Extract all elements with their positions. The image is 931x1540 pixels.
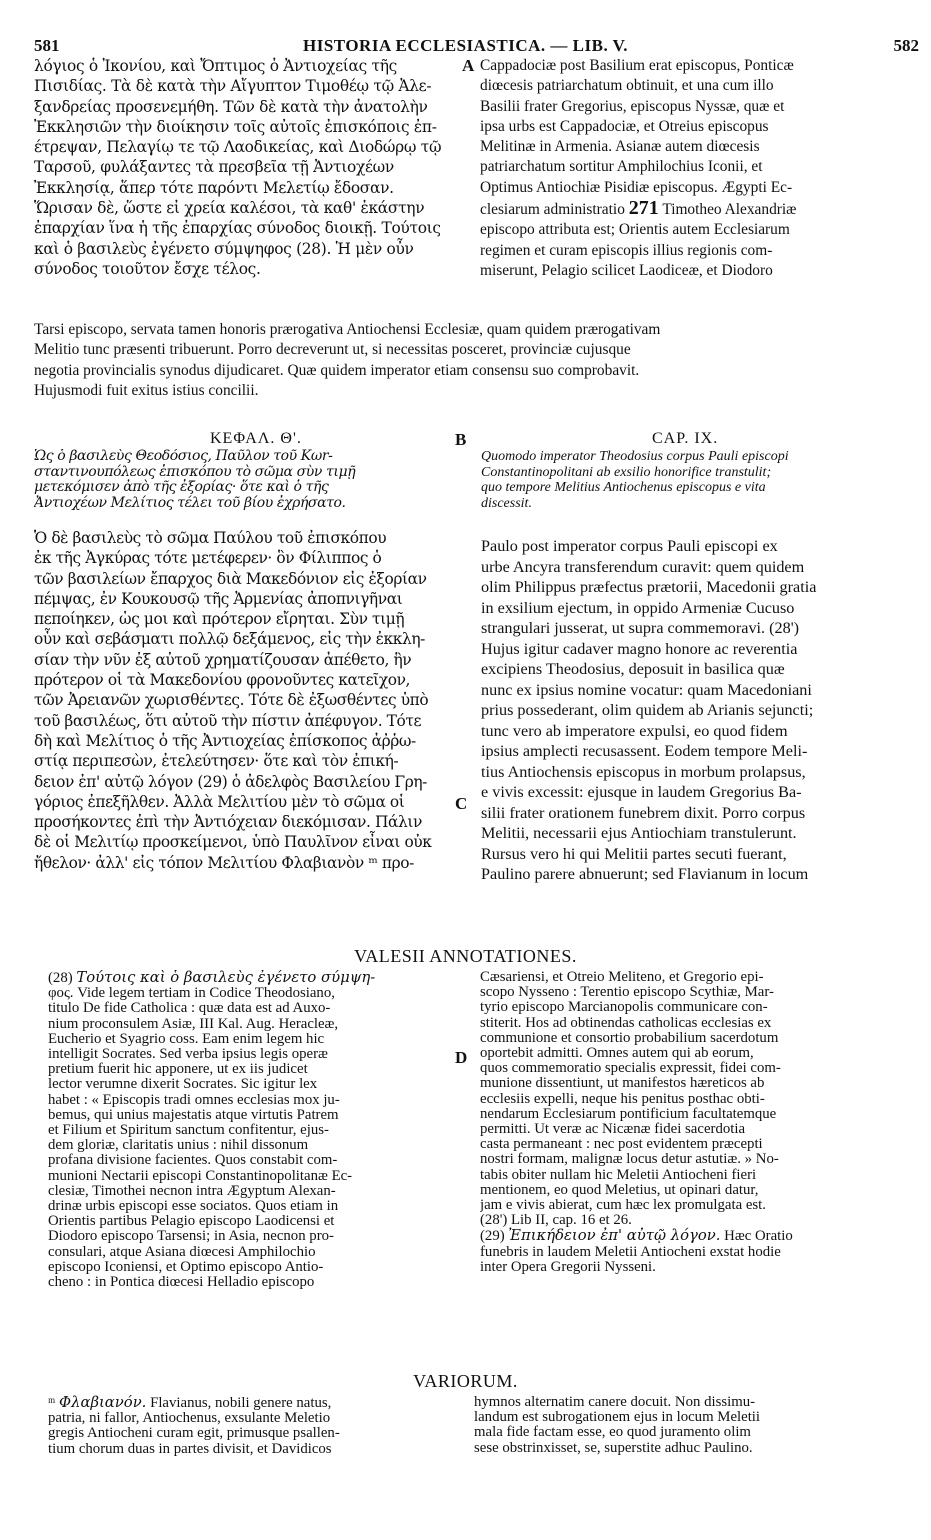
text-line: Melitinæ in Armenia. Asianæ autem diœcesis xyxy=(480,138,760,156)
note-line: Diodoro episcopo Tarsensi; in Asia, necnon pro- xyxy=(48,1228,334,1245)
margin-marker-a: A xyxy=(462,56,475,75)
variorum-notes-right xyxy=(474,1395,919,1456)
note-line: quos commemoratio specialis expressit, fidei com- xyxy=(480,1060,781,1077)
greek-text-top xyxy=(34,56,475,279)
text-line: negotia provincialis synodus dijudicaret. Quæ quidem imperator etiam consensu suo comprobavit. xyxy=(34,361,640,379)
text-line: στίᾳ περιπεσὼν, ἐτελεύτησεν· ὅτε καὶ τὸν ἐπική- xyxy=(34,752,399,771)
note-line: tabis obiter nullam hic Meletii Antiocheni fieri xyxy=(480,1166,757,1183)
text-line: Ἐκκλησιῶν τὴν διοίκησιν τοῖς αὐτοῖς ἐπισκόποις ἐπ- xyxy=(34,117,437,136)
text-line: σύνοδος τοιοῦτον ἔσχε τέλος. xyxy=(34,259,261,278)
text-line: Πισιδίας. Τὰ δὲ κατὰ τὴν Αἴγυπτον Τιμοθέῳ τῷ Ἀλε- xyxy=(34,77,432,96)
note-line: hymnos alternatim canere docuit. Non dissimu- xyxy=(474,1395,756,1410)
text-line: τοῦ βασιλέως, ὅτι αὐτοῦ τὴν πίστιν ἀπέφυγον. Τότε xyxy=(34,711,422,730)
greek-text-chapter xyxy=(34,528,479,873)
text-line: Paulino parere abnuerunt; sed Flavianum in locum xyxy=(481,865,809,883)
greek-lemma: Ἐπικήδειον ἐπ' αὐτῷ λόγον. xyxy=(508,1227,721,1245)
text-line: Hujus igitur cadaver magno honore ac reverentia xyxy=(481,639,798,658)
text-line: Ταρσοῦ, φυλάξαντες τὰ πρεσβεῖα τῇ Ἀντιοχέων xyxy=(34,158,394,177)
summary-line: Ἀντιοχέων Μελίτιος τέλει τοῦ βίου ἐχρήσατο. xyxy=(34,494,346,511)
page-number-right: 582 xyxy=(893,36,919,55)
note-line: nendarum Ecclesiarum pontificium facultatemque xyxy=(480,1105,777,1122)
note-line: lector verumne dixerit Socrates. Sic igitur lex xyxy=(48,1076,318,1093)
text-line: οὖν καὶ σεβάσματι πολλῷ δεξάμενος, εἰς τὴν ἐκκλη- xyxy=(34,630,425,649)
text-line: δὴ καὶ Μελίτιος ὁ τῆς Ἀντιοχείας ἐπίσκοπος ἀῤῥω- xyxy=(34,731,416,750)
text-line: silii frater orationem funebrem dixit. Porro corpus xyxy=(481,803,806,822)
text-line: episcopo attributa est; Orientis autem Ecclesiarum xyxy=(480,221,790,239)
note-line: (28') Lib II, cap. 16 et 26. xyxy=(480,1212,632,1229)
text-line: Ὁ δὲ βασιλεὺς τὸ σῶμα Παύλου τοῦ ἐπισκόπου xyxy=(34,529,387,547)
text-line: τῶν βασιλείων ἔπαρχος διὰ Μακεδόνιον εἰς ἐξορίαν xyxy=(34,569,427,588)
text-line: ἐκ τῆς Ἀγκύρας τότε μετέφερεν· ὃν Φίλιππος ὁ xyxy=(34,549,382,568)
note-line: intelligit Socrates. Sed verba ipsius legis operæ xyxy=(48,1046,328,1063)
latin-text-chapter xyxy=(481,536,925,885)
running-title: HISTORIA ECCLESIASTICA. — LIB. V. xyxy=(303,36,628,55)
note-line: casta permaneant : nec post evidentem præcepti xyxy=(480,1136,763,1153)
note-number: (28) xyxy=(48,970,77,986)
text-line: regimen et curam episcopis illius regionis com- xyxy=(480,241,773,259)
text-line: γόριος ἐπεξῆλθεν. Ἀλλὰ Μελιτίου μὲν τὸ σῶμα οἱ xyxy=(34,792,405,811)
text-line: Tarsi episcopo, servata tamen honoris prærogativa Antiochensi Ecclesiæ, quam quidem prærogativam xyxy=(34,321,661,338)
note-line: stiterit. Hos ad obtinendas catholicas ecclesias ex xyxy=(480,1014,772,1031)
note-line: pretium fuerit hic apponere, ut ex iis judicet xyxy=(48,1061,308,1078)
note-line: scopo Nysseno : Terentio episcopo Scythiæ, Mar- xyxy=(480,984,774,1001)
text-line: λόγιος ὁ Ἰκονίου, καὶ Ὄπτιμος ὁ Ἀντιοχείας τῆς xyxy=(34,57,397,75)
valesii-notes-left xyxy=(48,970,458,1290)
greek-lemma: Φλαβιανόν. xyxy=(58,1395,147,1411)
note-line: tyrio episcopo Marcianopolis communicare con- xyxy=(480,999,768,1016)
note-line: munione dissentiunt, ut manifestos hæreticos ab xyxy=(480,1075,765,1092)
note-line xyxy=(480,1228,925,1244)
note-line: nostri formam, malignæ locus detur astutiæ. » No- xyxy=(480,1151,779,1168)
text-line: Ὥρισαν δὲ, ὥστε εἰ χρεία καλέσοι, τὰ καθ' ἑκάστην xyxy=(34,199,425,218)
note-line: gregis Antiocheni curam egit, primusque psallen- xyxy=(48,1425,340,1442)
note-text: Flavianus, nobili genere natus, xyxy=(146,1395,332,1411)
note-line: mala fide factam esse, eo quod juramento olim xyxy=(474,1424,751,1441)
latin-text-top xyxy=(480,56,925,281)
text-line: πεποίηκεν, ὡς μοι καὶ πρότερον εἴρηται. Σὺν τιμῇ xyxy=(34,610,405,629)
chapter-summary-greek xyxy=(34,449,474,511)
note-line: mentionem, eo quod Meletius, ut opinari datur, xyxy=(480,1181,759,1198)
text-line: Optimus Antiochiæ Pisidiæ episcopus. Ægypti Ec- xyxy=(480,178,793,196)
note-line: oportebit admitti. Omnes autem qui ab eorum, xyxy=(480,1045,754,1062)
note-line xyxy=(48,1395,458,1411)
text-line: urbe Ancyra transferendum curavit: quem quidem xyxy=(481,557,805,576)
text-line: πρότερον οἱ τὰ Μακεδονίου φρονοῦντες κατεῖχον, xyxy=(34,671,411,690)
greek-lemma: Τούτοις καὶ ὁ βασιλεὺς ἐγένετο σύμψη- xyxy=(76,970,376,986)
text-line: Paulo post imperator corpus Pauli episcopi ex xyxy=(481,537,778,555)
text-line: e vivis excessit: ejusque in laudem Gregorius Ba- xyxy=(481,783,802,801)
text-line: ipsius amplecti recusassent. Eodem tempore Meli- xyxy=(481,742,808,760)
chapter-summary-latin xyxy=(481,449,925,511)
text-line: σίαν τὴν νῦν ἐξ αὐτοῦ χρηματίζουσαν ἀπέθετο, ἣν xyxy=(34,650,412,669)
note-line: cheno : in Pontica diœcesi Helladio episcopo xyxy=(48,1274,315,1291)
note-line: inter Opera Gregorii Nysseni. xyxy=(480,1258,656,1275)
note-line: sese obstrinxisset, se, superstite adhuc Paulino. xyxy=(474,1439,753,1456)
text-line: ξανδρείας προσενεμήθη. Τῶν δὲ κατὰ τὴν ἀνατολὴν xyxy=(34,97,428,116)
note-line: drinæ urbis episcopi esse sociatos. Quos etiam in xyxy=(48,1198,339,1215)
summary-line: μετεκόμισεν ἀπὸ τῆς ἐξορίας· ὅτε καὶ ὁ τῆς xyxy=(34,479,329,495)
text-line: δὲ οἱ Μελιτίῳ προσκείμενοι, ὑπὸ Παυλῖνον εἶναι οὐκ xyxy=(34,833,432,852)
note-line: episcopo Iconiensi, et Optimo episcopo Antio- xyxy=(48,1258,324,1275)
note-line: communione et consortio probabilium sacerdotum xyxy=(480,1029,779,1046)
summary-line: Quomodo imperator Theodosius corpus Pauli episcopi xyxy=(481,449,789,464)
note-line: patria, ni fallor, Antiochenus, exsulante Meletio xyxy=(48,1410,331,1427)
note-text: Hæc Oratio xyxy=(720,1228,793,1245)
text-line: tunc vero ab imperatore expulsi, eo quod fidem xyxy=(481,721,788,740)
text-line: Cappadociæ post Basilium erat episcopus, Ponticæ xyxy=(480,57,794,74)
text-line: τῶν Ἀρειανῶν χωρισθέντες. Τότε δὲ ἐξωσθέντες ὑπὸ xyxy=(34,691,429,710)
summary-line: Constantinopolitani ab exsilio honorifice transtulit; xyxy=(481,464,772,480)
text-line: έτρεψαν, Πελαγίῳ τε τῷ Λαοδικείας, καὶ Διοδώρῳ τῷ xyxy=(34,138,442,157)
page-number-left: 581 xyxy=(34,36,60,55)
note-line xyxy=(48,970,458,986)
section-heading-variorum: VARIORUM. xyxy=(413,1371,518,1391)
summary-line: σταντινουπόλεως ἐπισκόπου τὸ σῶμα σὺν τιμῇ xyxy=(34,463,356,480)
text-line: ἤθελον· ἀλλ' εἰς τόπον Μελιτίου Φλαβιανὸν ᵐ προ- xyxy=(34,853,414,872)
section-heading-valesii: VALESII ANNOTATIONES. xyxy=(354,946,577,966)
text-line: ipsa urbs est Cappadociæ, et Otreius episcopus xyxy=(480,117,769,135)
note-line: nium proconsulem Asiæ, III Kal. Aug. Heracleæ, xyxy=(48,1015,339,1032)
text-line: Rursus vero hi qui Melitii partes secuti fuerant, xyxy=(481,844,787,863)
note-line: funebris in laudem Meletii Antiocheni exstat hodie xyxy=(480,1243,781,1260)
chapter-heading-greek: ΚΕΦΑΛ. Θ'. xyxy=(210,430,302,447)
note-marker: ᵐ xyxy=(48,1395,59,1411)
text-line: olim Philippus præfectus prætorii, Macedonii gratia xyxy=(481,578,817,596)
note-line: ecclesiis expelli, neque his penitus posthac obti- xyxy=(480,1090,765,1107)
note-line: dem gloriæ, claritatis unius : nihil dissonum xyxy=(48,1137,309,1154)
text-line: Ἐκκλησίᾳ, ἅπερ τότε παρόντι Μελετίῳ ἔδοσαν. xyxy=(34,178,394,197)
note-line: habet : « Episcopis tradi omnes ecclesias mox ju- xyxy=(48,1091,340,1108)
valesii-notes-right xyxy=(480,970,925,1275)
note-line: Orientis partibus Pelagio episcopo Laodicensi et xyxy=(48,1213,335,1230)
text-fragment: Timotheo Alexandriæ xyxy=(662,201,797,219)
text-line: δειον ἐπ' αὐτῷ λόγον (29) ὁ ἀδελφὸς Βασιλείου Γρη- xyxy=(34,772,427,791)
note-line: tium chorum duas in partes divisit, et Davidicos xyxy=(48,1440,332,1457)
note-line: φος. Vide legem tertiam in Codice Theodosiano, xyxy=(48,985,335,1002)
chapter-heading-latin: CAP. IX. xyxy=(652,430,719,447)
text-line: diœcesis patriarchatum obtinuit, et una cum illo xyxy=(480,77,774,95)
note-line: permitti. Ut veræ ac Nicænæ fidei sacerdotia xyxy=(480,1121,746,1138)
text-line: tius Antiochensis episcopus in morbum prolapsus, xyxy=(481,762,806,781)
text-line: nunc ex ipsius nomine vocatur: quam Macedoniani xyxy=(481,680,812,699)
text-line: Melitii, necessarii ejus Antiochiam transtulerunt. xyxy=(481,824,797,842)
text-line: prius possederant, olim quidem ab Arianis sejuncti; xyxy=(481,701,814,719)
note-line: et Filium et Spiritum sanctum confitentur, ejus- xyxy=(48,1122,329,1139)
margin-marker-b: B xyxy=(455,430,467,449)
text-line: Melitio tunc præsenti tribuerunt. Porro decreverunt ut, si necessitas posceret, provinciæ cujusque xyxy=(34,341,631,359)
text-line: προσήκοντες ἐπὶ τὴν Ἀντιόχειαν διεκόμισαν. Πάλιν xyxy=(34,813,422,832)
text-line-with-number xyxy=(480,198,925,220)
note-line: profana divisione facientes. Quos constabit com- xyxy=(48,1152,338,1169)
note-line: consulari, atque Asiana diœcesi Amphilochio xyxy=(48,1243,316,1260)
text-line: excipiens Theodosius, deposuit in basilica quæ xyxy=(481,660,785,678)
column-number: 271 xyxy=(628,197,659,220)
summary-line: Ὡς ὁ βασιλεὺς Θεοδόσιος, Παῦλον τοῦ Κωr- xyxy=(34,449,333,464)
note-line: titulo De fide Catholica : quæ data est ad Auxo- xyxy=(48,1000,331,1017)
note-line: Cæsariensi, et Otreio Meliteno, et Gregorio epi- xyxy=(480,970,764,985)
note-line: munioni Nectarii episcopi Constantinopolitanæ Ec- xyxy=(48,1167,353,1184)
text-line: patriarchatum sortitur Amphilochius Iconii, et xyxy=(480,158,763,176)
text-line: miserunt, Pelagio scilicet Laodiceæ, et Diodoro xyxy=(480,261,773,279)
text-line: in exsilium ejectum, in oppido Armeniæ Cucuso xyxy=(481,598,795,617)
margin-marker-c: C xyxy=(455,794,468,813)
note-line: clesiæ, Timothei necnon intra Ægyptum Alexan- xyxy=(48,1182,336,1199)
summary-line: discessit. xyxy=(481,495,532,511)
text-line: Hujusmodi fuit exitus istius concilii. xyxy=(34,381,259,399)
text-line: Basilii frater Gregorius, episcopus Nyssæ, quæ et xyxy=(480,97,785,115)
text-line: strangulari jusserat, ut supra commemoravi. (28') xyxy=(481,619,800,637)
latin-text-full-width xyxy=(34,320,924,401)
text-line: πέμψας, ἐν Κουκουσῷ τῆς Ἀρμενίας ἀποπνιγῆναι xyxy=(34,589,403,608)
note-line: landum est subrogationem ejus in locum Meletii xyxy=(474,1409,761,1426)
text-fragment: clesiarum administratio xyxy=(480,201,625,219)
note-line: Eucherio et Syagrio coss. Eam enim legem hic xyxy=(48,1030,325,1047)
variorum-notes-left xyxy=(48,1395,458,1457)
margin-marker-d: D xyxy=(455,1048,468,1067)
text-line: ἐπαρχίαν ἵνα ἡ τῆς ἐπαρχίας σύνοδος διοικῇ. Τούτοις xyxy=(34,219,441,238)
note-number: (29) xyxy=(480,1228,509,1245)
summary-line: quo tempore Melitius Antiochenus episcopus e vita xyxy=(481,480,766,495)
text-line: καὶ ὁ βασιλεὺς ἐγένετο σύμψηφος (28). Ἡ μὲν οὖν xyxy=(34,239,414,258)
note-line: jam e vivis abierat, cum hæc lex promulgata est. xyxy=(480,1197,766,1214)
note-line: bemus, qui unius majestatis atque virtutis Patrem xyxy=(48,1106,339,1123)
